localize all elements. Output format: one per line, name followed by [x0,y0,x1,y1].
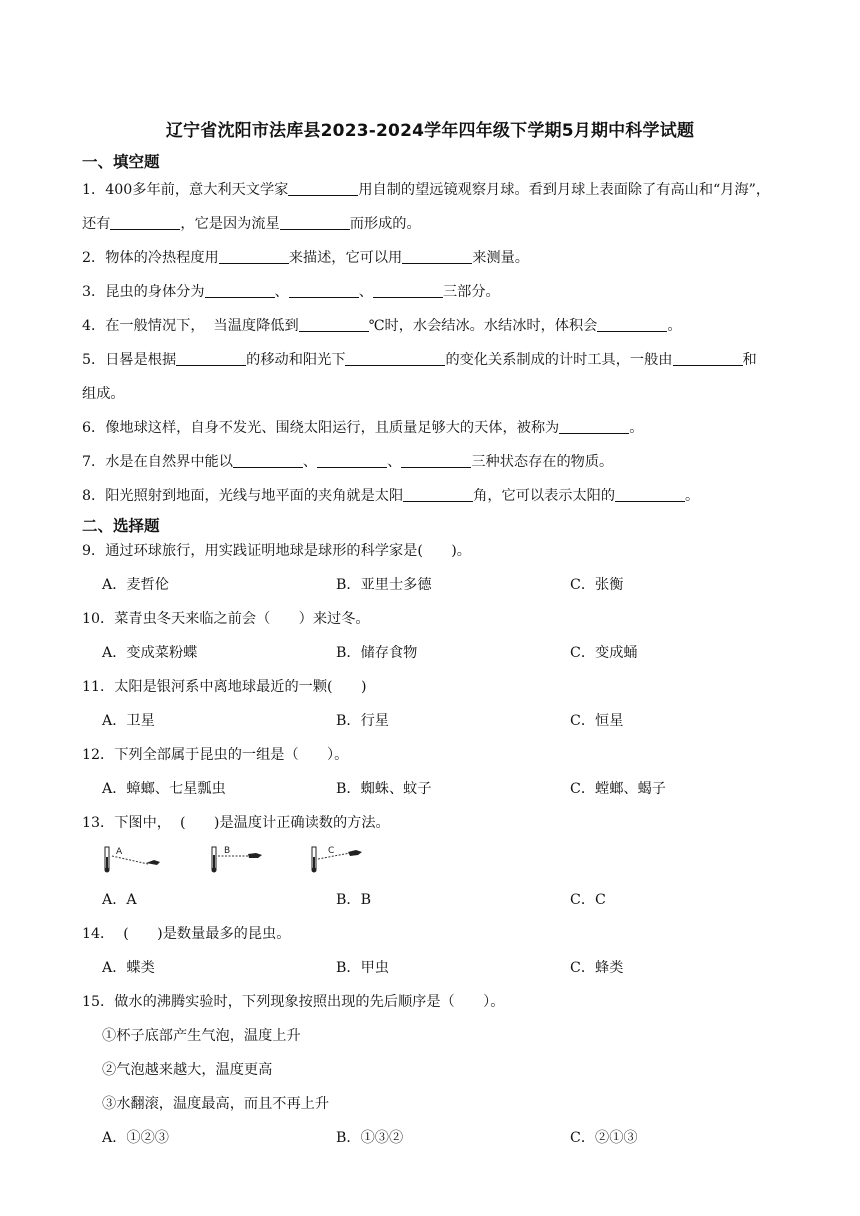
option-b[interactable]: B．行星 [336,713,389,729]
question-13-stem: 13．下图中， ( )是温度计正确读数的方法。 [82,815,390,831]
label-b: B [224,846,231,856]
answer-blank[interactable] [110,215,180,230]
option-a[interactable]: A．①②③ [102,1130,169,1146]
question-9-stem: 9．通过环球旅行，用实践证明地球是球形的科学家是( )。 [82,543,471,559]
answer-blank[interactable] [403,487,473,502]
option-c[interactable]: C．恒星 [570,713,624,729]
option-c[interactable]: C．螳螂、蝎子 [570,781,666,797]
answer-blank[interactable] [205,283,275,298]
answer-blank[interactable] [288,181,358,196]
question-11-options [102,711,802,731]
question-5-line-1: 5．日晷是根据 的移动和阳光下 的变化关系制成的计时工具，一般由 和 [82,352,757,368]
label-c: C [328,846,335,856]
option-b[interactable]: B．亚里士多德 [336,577,432,593]
option-a[interactable]: A．蝶类 [102,960,155,976]
option-a[interactable]: A．A [102,892,137,908]
question-4: 4．在一般情况下， 当温度降低到 ℃时，水会结冰。水结冰时，体积会 。 [82,318,682,334]
question-1-line-2: 还有 ，它是因为流星 而形成的。 [82,216,421,232]
option-a[interactable]: A．麦哲伦 [102,577,169,593]
question-3: 3．昆虫的身体分为 、 、 三部分。 [82,284,500,300]
section-heading-multiple-choice: 二、选择题 [82,517,160,535]
answer-blank[interactable] [289,283,359,298]
answer-blank[interactable] [176,351,246,366]
option-b[interactable]: B．B [336,892,372,908]
answer-blank[interactable] [673,351,743,366]
option-b[interactable]: B．甲虫 [336,960,389,976]
option-c[interactable]: C．张衡 [570,577,624,593]
option-c[interactable]: C．C [570,892,606,908]
answer-blank[interactable] [401,453,471,468]
option-c[interactable]: C．蜂类 [570,960,624,976]
question-10-stem: 10．菜青虫冬天来临之前会（ ）来过冬。 [82,611,370,627]
question-14-options [102,958,802,978]
answer-blank[interactable] [219,249,289,264]
answer-blank[interactable] [559,419,629,434]
option-b[interactable]: B．①③② [336,1130,404,1146]
question-9-options [102,575,802,595]
option-a[interactable]: A．卫星 [102,713,155,729]
page-title: 辽宁省沈阳市法库县2023-2024学年四年级下学期5月期中科学试题 [165,121,695,141]
question-7: 7．水是在自然界中能以 、 、 三种状态存在的物质。 [82,454,614,470]
option-a[interactable]: A．蟑螂、七星瓢虫 [102,781,226,797]
answer-blank[interactable] [233,453,303,468]
question-1-line-1: 1．400多年前，意大利天文学家 用自制的望远镜观察月球。看到月球上表面除了有高山和“月海”， [82,182,771,198]
thermometer-c [312,846,363,873]
answer-blank[interactable] [317,453,387,468]
question-2: 2．物体的冷热程度用 来描述，它可以用 来测量。 [82,250,529,266]
option-b[interactable]: B．蜘蛛、蚊子 [336,781,432,797]
answer-blank[interactable] [299,317,369,332]
question-8: 8．阳光照射到地面，光线与地平面的夹角就是太阳 角，它可以表示太阳的 。 [82,488,700,504]
section-heading-fill-in: 一、填空题 [82,153,160,171]
thermometer-a [105,847,161,873]
label-a: A [116,847,123,857]
answer-blank[interactable] [345,351,445,366]
answer-blank[interactable] [402,249,472,264]
question-6: 6．像地球这样，自身不发光、围绕太阳运行，且质量足够大的天体，被称为 。 [82,420,644,436]
thermometer-b [212,846,263,873]
answer-blank[interactable] [615,487,685,502]
question-5-line-2: 组成。 [82,386,125,402]
thermometer-reading-figure [102,845,382,875]
question-15-stem: 15．做水的沸腾实验时，下列现象按照出现的先后顺序是（ ）。 [82,994,505,1010]
question-11-stem: 11．太阳是银河系中离地球最近的一颗( ) [82,679,367,695]
question-13-options [102,890,802,910]
statement-3: ③水翻滚，温度最高，而且不再上升 [102,1096,330,1112]
option-c[interactable]: C．②①③ [570,1130,638,1146]
question-12-options [102,779,802,799]
answer-blank[interactable] [373,283,443,298]
question-10-options [102,643,802,663]
answer-blank[interactable] [280,215,350,230]
question-15-options [102,1128,802,1148]
statement-1: ①杯子底部产生气泡，温度上升 [102,1028,301,1044]
question-14-stem: 14． ( )是数量最多的昆虫。 [82,926,291,942]
question-12-stem: 12．下列全部属于昆虫的一组是（ ）。 [82,747,349,763]
option-a[interactable]: A．变成菜粉蝶 [102,645,198,661]
statement-2: ②气泡越来越大，温度更高 [102,1062,273,1078]
answer-blank[interactable] [597,317,667,332]
option-c[interactable]: C．变成蛹 [570,645,638,661]
option-b[interactable]: B．储存食物 [336,645,418,661]
thermometer-diagram [102,845,382,875]
